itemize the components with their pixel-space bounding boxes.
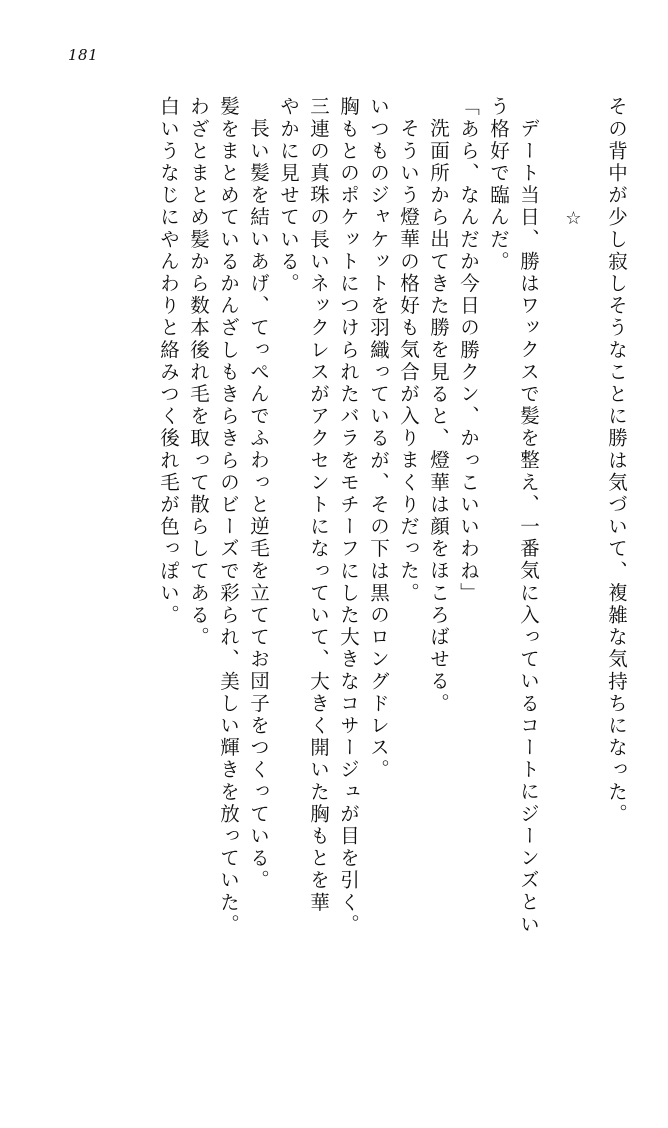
text-column: 白いうなじにやんわりと絡みつく後れ毛が色っぽい。 xyxy=(157,96,180,627)
column-spacer xyxy=(582,96,596,97)
text-column: わざとまとめ髪から数本後れ毛を取って散らしてある。 xyxy=(187,96,210,649)
text-column: 三連の真珠の長いネックレスがアクセントになっていて、大きく開いた胸もとを華 xyxy=(307,96,330,914)
vertical-text-body xyxy=(34,96,626,1016)
text-column: う格好で臨んだ。 xyxy=(487,96,510,273)
text-column: 長い髪を結いあげ、てっぺんでふわっと逆毛を立ててお団子をつくっている。 xyxy=(247,118,270,892)
section-divider-marker: ☆ xyxy=(563,208,584,229)
text-column: いつものジャケットを羽織っているが、その下は黒のロングドレス。 xyxy=(367,96,390,782)
text-column: やかに見せている。 xyxy=(277,96,300,295)
text-column: 「あら、なんだか今日の勝クン、かっこいいわね」 xyxy=(457,96,480,605)
text-column: 洗面所から出てきた勝を見ると、燈華は顔をほころばせる。 xyxy=(427,118,450,715)
text-column: そういう燈華の格好も気合が入りまくりだった。 xyxy=(397,118,420,605)
text-column: 髪をまとめているかんざしもきらきらのビーズで彩られ、美しい輝きを放っていた。 xyxy=(217,96,240,936)
text-column: デート当日、勝はワックスで髪を整え、一番気に入っているコートにジーンズとい xyxy=(517,118,540,936)
column-spacer xyxy=(538,96,552,97)
text-column: 胸もとのポケットにつけられたバラをモチーフにした大きなコサージュが目を引く。 xyxy=(337,96,360,936)
page-number: 181 xyxy=(68,46,99,64)
text-column: その背中が少し寂しそうなことに勝は気づいて、複雑な気持ちになった。 xyxy=(605,96,628,826)
